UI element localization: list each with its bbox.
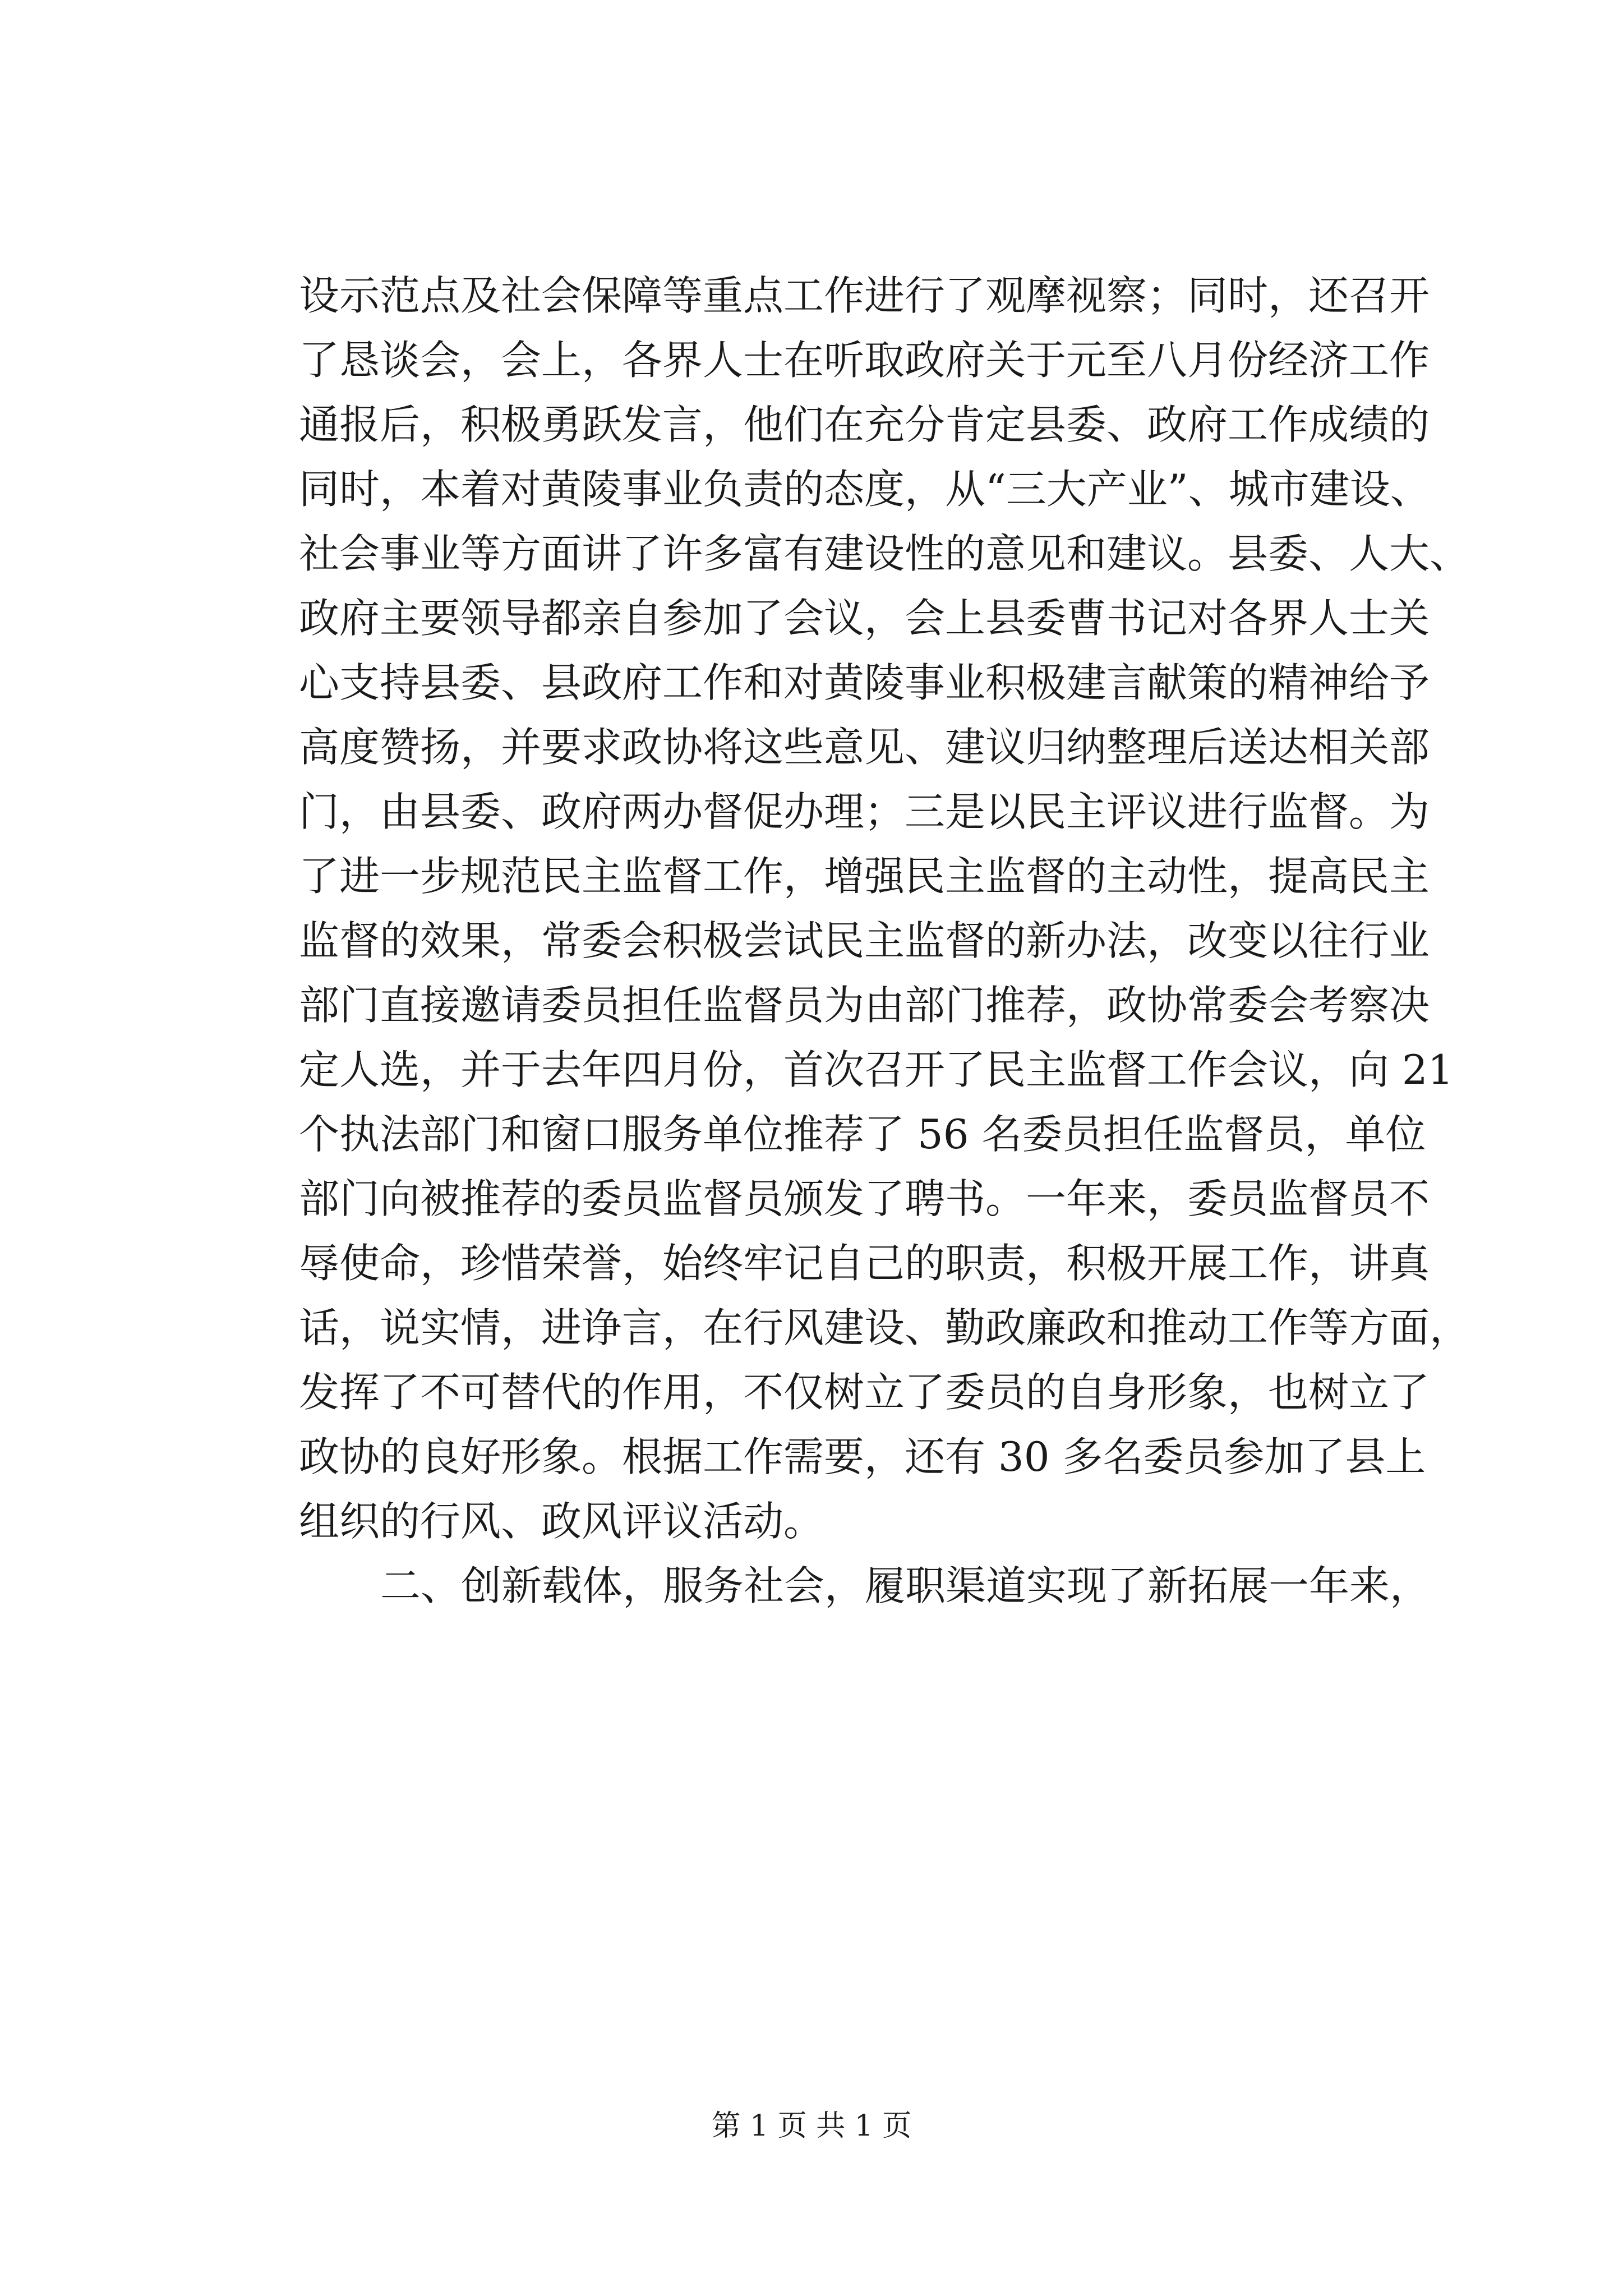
- text-line: 同时，本着对黄陵事业负责的态度，从“三大产业”、城市建设、: [299, 466, 1431, 513]
- page-number-footer: 第 1 页 共 1 页: [711, 2109, 912, 2143]
- text-line: 设示范点及社会保障等重点工作进行了观摩视察；同时，还召开: [299, 272, 1430, 319]
- text-line: 部门直接邀请委员担任监督员为由部门推荐，政协常委会考察决: [299, 982, 1430, 1029]
- section-heading-line: 二、创新载体，服务社会，履职渠道实现了新拓展一年来，: [380, 1562, 1431, 1609]
- text-line: 通报后，积极勇跃发言，他们在充分肯定县委、政府工作成绩的: [299, 401, 1430, 448]
- text-line: 心支持县委、县政府工作和对黄陵事业积极建言献策的精神给予: [299, 659, 1430, 706]
- text-line: 发挥了不可替代的作用，不仅树立了委员的自身形象，也树立了: [299, 1369, 1430, 1416]
- text-line: 部门向被推荐的委员监督员颁发了聘书。一年来，委员监督员不: [299, 1175, 1430, 1222]
- paragraph-end-line: 组织的行风、政风评议活动。: [299, 1498, 824, 1545]
- text-line: 辱使命，珍惜荣誉，始终牢记自己的职责，积极开展工作，讲真: [299, 1240, 1430, 1287]
- text-line: 政协的良好形象。根据工作需要，还有 30 多名委员参加了县上: [299, 1433, 1426, 1480]
- document-body: [299, 264, 1470, 1618]
- text-line: 个执法部门和窗口服务单位推荐了 56 名委员担任监督员，单位: [299, 1111, 1426, 1158]
- text-line: 社会事业等方面讲了许多富有建设性的意见和建议。县委、人大、: [299, 530, 1470, 577]
- text-line: 监督的效果，常委会积极尝试民主监督的新办法，改变以往行业: [299, 917, 1430, 964]
- text-line: 定人选，并于去年四月份，首次召开了民主监督工作会议，向 21: [299, 1046, 1454, 1093]
- text-line: 了恳谈会，会上，各界人士在听取政府关于元至八月份经济工作: [299, 337, 1430, 384]
- text-line: 政府主要领导都亲自参加了会议，会上县委曹书记对各界人士关: [299, 595, 1430, 642]
- text-line: 高度赞扬，并要求政协将这些意见、建议归纳整理后送达相关部: [299, 724, 1430, 771]
- text-line: 了进一步规范民主监督工作，增强民主监督的主动性，提高民主: [299, 853, 1430, 900]
- text-line: 门，由县委、政府两办督促办理；三是以民主评议进行监督。为: [299, 788, 1430, 835]
- text-line: 话，说实情，进诤言，在行风建设、勤政廉政和推动工作等方面，: [299, 1304, 1470, 1351]
